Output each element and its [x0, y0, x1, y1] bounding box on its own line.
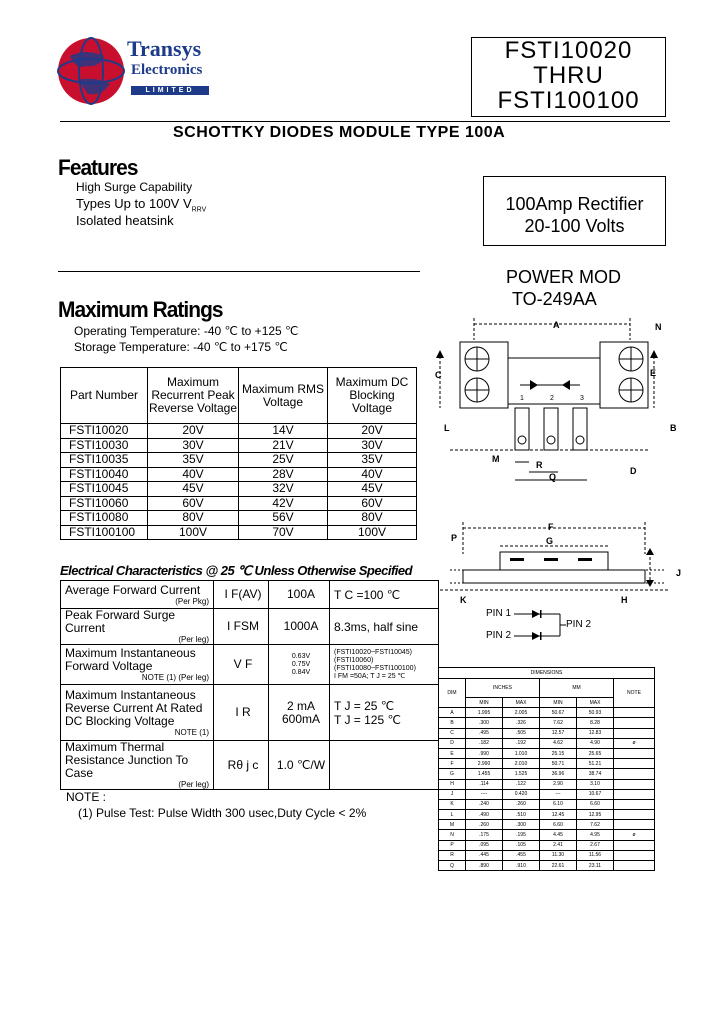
dimension-cell: 50.71 [540, 759, 577, 769]
dimension-row [439, 728, 655, 738]
dimension-cell: 11.56 [577, 850, 614, 860]
dimension-cell [614, 840, 655, 850]
section-divider [58, 271, 420, 272]
dimension-cell [614, 759, 655, 769]
dimension-cell: 4.45 [540, 830, 577, 840]
rating-row [61, 467, 417, 482]
voltage-cell: 45V [148, 482, 239, 497]
dimension-cell: 6.60 [540, 820, 577, 830]
dim-header: MAX [577, 698, 614, 708]
dimension-cell: --- [540, 789, 577, 799]
value-text: 100A [286, 587, 316, 601]
rating-row [61, 424, 417, 439]
voltage-cell: 100V [328, 525, 417, 540]
value-text: 0.63V 0.75V 0.84V [291, 652, 311, 676]
dimension-cell: 12.45 [540, 810, 577, 820]
dimension-cell: C [439, 728, 466, 738]
dimension-row [439, 789, 655, 799]
dimension-cell: .175 [466, 830, 503, 840]
value-cell [269, 581, 330, 609]
symbol-cell [214, 609, 269, 645]
voltage-cell: 14V [239, 424, 328, 439]
dimension-row [439, 820, 655, 830]
dimension-cell: 25.65 [577, 748, 614, 758]
voltage-cell: 70V [239, 525, 328, 540]
dimension-cell: 50.93 [577, 708, 614, 718]
part-range-end: FSTI100100 [497, 87, 640, 114]
dimension-row [439, 748, 655, 758]
dimension-cell: 1.455 [466, 769, 503, 779]
rating-row [61, 438, 417, 453]
rating-box [483, 176, 666, 246]
part-number-cell: FSTI10030 [61, 438, 148, 453]
dimension-cell: ø [614, 830, 655, 840]
dimension-cell: D [439, 738, 466, 748]
dimension-row [439, 861, 655, 871]
dimension-cell: 0.420 [503, 789, 540, 799]
voltage-cell: 35V [148, 453, 239, 468]
dimensions-title: DIMENSIONS [439, 668, 655, 679]
parameter-note: (Per Pkg) [175, 596, 209, 606]
electrical-row [61, 581, 439, 609]
parameter-description: Maximum Instantaneous Reverse Current At Rated DC Blocking Voltage [65, 687, 203, 728]
dimension-cell: J [439, 789, 466, 799]
condition-text: 8.3ms, half sine [334, 619, 419, 634]
dimension-cell: .455 [503, 850, 540, 860]
dimension-row [439, 810, 655, 820]
dimension-cell: 10.67 [577, 789, 614, 799]
part-number-cell: FSTI10080 [61, 511, 148, 526]
dimension-cell: 3.10 [577, 779, 614, 789]
electrical-row [61, 741, 439, 790]
condition-cell [330, 685, 439, 741]
features-heading: Features [58, 155, 138, 180]
condition-cell [330, 609, 439, 645]
dim-label-b: B [670, 423, 677, 433]
parameter-note: NOTE (1) [174, 727, 209, 737]
electrical-heading: Electrical Characteristics @ 25 ℃ Unless Otherwise Specified [60, 563, 413, 578]
dimension-cell: 12.83 [577, 728, 614, 738]
dimension-cell: G [439, 769, 466, 779]
part-number-cell: FSTI10020 [61, 424, 148, 439]
voltage-cell: 42V [239, 496, 328, 511]
dimension-cell: .114 [466, 779, 503, 789]
dimension-cell: R [439, 850, 466, 860]
dimension-cell: F [439, 759, 466, 769]
part-range-box [471, 37, 666, 117]
dimension-cell: 6.60 [577, 799, 614, 809]
dimension-cell: 4.90 [577, 738, 614, 748]
voltage-cell: 20V [148, 424, 239, 439]
dimension-row [439, 799, 655, 809]
dimension-cell [614, 779, 655, 789]
dimension-cell: .490 [466, 810, 503, 820]
dimension-cell: 8.28 [577, 718, 614, 728]
header-peak-reverse-voltage: Maximum Recurrent Peak Reverse Voltage [148, 368, 239, 424]
value-cell [269, 645, 330, 685]
condition-cell [330, 741, 439, 790]
dimension-cell: Q [439, 861, 466, 871]
parameter-description: Average Forward Current [65, 582, 201, 597]
dim-label-f: F [548, 522, 554, 532]
value-text: 2 mA 600mA [281, 698, 321, 726]
dimension-cell [614, 820, 655, 830]
dimension-cell: 12.57 [540, 728, 577, 738]
parameter-note: NOTE (1) (Per leg) [141, 673, 209, 682]
voltage-cell: 30V [328, 438, 417, 453]
symbol-text: Rθ j c [227, 757, 259, 772]
dimension-cell: .122 [503, 779, 540, 789]
electrical-row [61, 685, 439, 741]
company-logo [56, 36, 126, 106]
header-rms-voltage: Maximum RMS Voltage [239, 368, 328, 424]
parameter-note: (Per leg) [178, 635, 209, 644]
dimension-cell: K [439, 799, 466, 809]
company-tag: LIMITED [131, 86, 209, 95]
dim-label-r: R [536, 460, 543, 470]
dimension-cell: 1.525 [503, 769, 540, 779]
value-cell [269, 685, 330, 741]
pin-number: 2 [550, 395, 554, 402]
voltage-cell: 60V [148, 496, 239, 511]
dimension-cell: 4.95 [577, 830, 614, 840]
dimension-cell: .260 [466, 820, 503, 830]
dimension-row [439, 840, 655, 850]
dim-label-e: E [650, 368, 657, 378]
dimension-cell: ---- [466, 789, 503, 799]
dim-label-k: K [460, 595, 467, 605]
dimension-cell: 36.96 [540, 769, 577, 779]
dimension-cell: H [439, 779, 466, 789]
dimension-cell: .910 [503, 861, 540, 871]
dimension-cell: 2.90 [540, 779, 577, 789]
page-title: SCHOTTKY DIODES MODULE TYPE 100A [173, 124, 506, 141]
dim-group-mm: MM [540, 679, 614, 698]
header-divider [60, 121, 670, 122]
dimension-row [439, 830, 655, 840]
dimension-cell: E [439, 748, 466, 758]
voltage-cell: 40V [148, 467, 239, 482]
dimension-cell: .505 [503, 728, 540, 738]
dimension-cell: .300 [466, 718, 503, 728]
dimension-cell: A [439, 708, 466, 718]
dimension-cell: .182 [466, 738, 503, 748]
symbol-text: I F(AV) [224, 587, 262, 601]
value-text: 1.0 ℃/W [276, 757, 326, 772]
rating-line-2: 20-100 Volts [524, 216, 625, 236]
feature-item: Isolated heatsink [76, 213, 174, 228]
rating-row [61, 496, 417, 511]
voltage-cell: 80V [148, 511, 239, 526]
condition-text: (FSTI10020~FSTI10045) (FSTI10060) (FSTI10080~FSTI100100) I FM =50A; T J = 25 ℃ [334, 648, 416, 680]
dimension-cell: 2.41 [540, 840, 577, 850]
dimension-row [439, 738, 655, 748]
part-range-thru: THRU [533, 62, 604, 89]
value-cell [269, 609, 330, 645]
dimension-cell [614, 718, 655, 728]
dimension-cell [614, 850, 655, 860]
dim-label-n: N [655, 322, 662, 332]
symbol-cell [214, 685, 269, 741]
dim-label-q: Q [549, 472, 557, 482]
dimension-cell: .192 [503, 738, 540, 748]
dimension-cell: L [439, 810, 466, 820]
dimension-cell: .326 [503, 718, 540, 728]
dimension-cell: 50.67 [540, 708, 577, 718]
electrical-table [60, 580, 439, 790]
voltage-cell: 45V [328, 482, 417, 497]
dimension-cell: B [439, 718, 466, 728]
storage-temperature: Storage Temperature: -40 ℃ to +175 ℃ [74, 340, 288, 354]
dimension-cell [614, 769, 655, 779]
dimension-cell: N [439, 830, 466, 840]
dimension-cell: 1.995 [466, 708, 503, 718]
pin-label: PIN 1 [486, 608, 512, 619]
dimension-cell: .990 [466, 748, 503, 758]
dimension-cell: 4.62 [540, 738, 577, 748]
note-label: NOTE : [66, 790, 107, 804]
voltage-cell: 60V [328, 496, 417, 511]
dim-label-j: J [676, 568, 682, 578]
package-side-view-drawing [430, 518, 680, 608]
part-number-cell: FSTI10035 [61, 453, 148, 468]
pin-label: PIN 2 [486, 630, 512, 641]
dimension-cell: 7.62 [577, 820, 614, 830]
dimension-row [439, 769, 655, 779]
feature-item: Types Up to 100V $V_{RRV}$ [76, 196, 207, 214]
dimension-cell: 2.67 [577, 840, 614, 850]
dim-label-h: H [621, 595, 628, 605]
dimension-row [439, 718, 655, 728]
dimension-cell: 22.61 [540, 861, 577, 871]
rating-row [61, 453, 417, 468]
condition-text: T J = 25 ℃ T J = 125 ℃ [334, 698, 401, 727]
dimension-cell: .300 [503, 820, 540, 830]
pin-schematic [510, 606, 570, 646]
dimension-cell: .195 [503, 830, 540, 840]
parameter-description: Maximum Thermal Resistance Junction To Case [65, 740, 189, 780]
parameter-cell [61, 609, 214, 645]
symbol-cell [214, 581, 269, 609]
voltage-cell: 30V [148, 438, 239, 453]
value-cell [269, 741, 330, 790]
parameter-description: Peak Forward Surge Current [65, 608, 176, 635]
dimension-cell: .445 [466, 850, 503, 860]
company-subtitle: Electronics [131, 62, 203, 78]
parameter-cell [61, 645, 214, 685]
dim-group-inches: INCHES [466, 679, 540, 698]
dimension-cell: 2.990 [466, 759, 503, 769]
dimension-cell: .495 [466, 728, 503, 738]
parameter-description: Maximum Instantaneous Forward Voltage [65, 646, 196, 673]
condition-text: T C =100 ℃ [334, 587, 401, 602]
dimension-cell: 38.74 [577, 769, 614, 779]
dimension-cell: M [439, 820, 466, 830]
dimension-cell: P [439, 840, 466, 850]
parameter-note: (Per leg) [178, 780, 209, 789]
dimension-cell: 12.95 [577, 810, 614, 820]
dim-label-m: M [492, 454, 500, 464]
rating-row [61, 482, 417, 497]
operating-temperature: Operating Temperature: -40 ℃ to +125 ℃ [74, 324, 299, 338]
dimension-cell: 1.010 [503, 748, 540, 758]
dimensions-table [438, 667, 655, 871]
voltage-cell: 80V [328, 511, 417, 526]
package-code: TO-249AA [512, 289, 597, 309]
dim-label-p: P [451, 533, 458, 543]
pin-number: 3 [580, 395, 584, 402]
dimension-cell [614, 708, 655, 718]
voltage-cell: 100V [148, 525, 239, 540]
rating-row [61, 511, 417, 526]
company-name: Transys [127, 36, 202, 61]
rating-line-1: 100Amp Rectifier [505, 194, 644, 214]
dim-label-l: L [444, 423, 450, 433]
part-number-cell: FSTI10060 [61, 496, 148, 511]
dimension-cell: .260 [503, 799, 540, 809]
dimension-cell: ø [614, 738, 655, 748]
electrical-row [61, 645, 439, 685]
dimension-cell: .240 [466, 799, 503, 809]
dim-header: MIN [540, 698, 577, 708]
symbol-text: V F [233, 657, 253, 671]
voltage-cell: 40V [328, 467, 417, 482]
dimension-cell: .105 [503, 840, 540, 850]
voltage-cell: 21V [239, 438, 328, 453]
dimension-row [439, 779, 655, 789]
dimension-cell: 51.21 [577, 759, 614, 769]
dimension-cell: 7.62 [540, 718, 577, 728]
dimension-row [439, 708, 655, 718]
dim-label-c: C [435, 370, 442, 380]
dim-header: MAX [503, 698, 540, 708]
voltage-cell: 25V [239, 453, 328, 468]
feature-item: High Surge Capability [76, 180, 193, 194]
symbol-text: I FSM [227, 619, 259, 633]
dimension-cell: 6.10 [540, 799, 577, 809]
header-part-number: Part Number [61, 368, 148, 424]
part-number-cell: FSTI100100 [61, 525, 148, 540]
max-ratings-heading: Maximum Ratings [58, 297, 223, 322]
voltage-cell: 35V [328, 453, 417, 468]
pin-label: PIN 2 [566, 619, 592, 630]
dim-label-d: D [630, 466, 637, 476]
dim-header: MIN [466, 698, 503, 708]
dim-header: DIM [439, 679, 466, 708]
note-text: (1) Pulse Test: Pulse Width 300 usec,Duty Cycle < 2% [78, 806, 367, 820]
max-ratings-table [60, 367, 417, 540]
dimension-cell: .890 [466, 861, 503, 871]
dimension-cell: 2.005 [503, 708, 540, 718]
condition-cell [330, 645, 439, 685]
symbol-cell [214, 645, 269, 685]
dimension-row [439, 850, 655, 860]
dimension-row [439, 759, 655, 769]
parameter-cell [61, 581, 214, 609]
value-text: 1000A [283, 619, 319, 633]
part-range-start: FSTI10020 [504, 37, 633, 64]
condition-cell [330, 581, 439, 609]
dimension-cell: .510 [503, 810, 540, 820]
voltage-cell: 28V [239, 467, 328, 482]
rating-row [61, 525, 417, 540]
dimension-cell: 23.11 [577, 861, 614, 871]
voltage-cell: 56V [239, 511, 328, 526]
dimension-cell: 25.15 [540, 748, 577, 758]
symbol-text: I R [235, 705, 251, 719]
electrical-row [61, 609, 439, 645]
package-name: POWER MOD [506, 267, 621, 287]
header-dc-blocking-voltage: Maximum DC Blocking Voltage [328, 368, 417, 424]
dimension-cell [614, 810, 655, 820]
parameter-cell [61, 741, 214, 790]
dim-label-g: G [546, 536, 554, 546]
dimension-cell [614, 861, 655, 871]
parameter-cell [61, 685, 214, 741]
dim-label-a: A [553, 320, 560, 330]
dimension-cell: 2.010 [503, 759, 540, 769]
dimension-cell: .095 [466, 840, 503, 850]
dim-header: NOTE [614, 679, 655, 708]
part-number-cell: FSTI10045 [61, 482, 148, 497]
dimension-cell: 11.30 [540, 850, 577, 860]
dimension-cell [614, 789, 655, 799]
voltage-cell: 32V [239, 482, 328, 497]
dimension-cell [614, 799, 655, 809]
part-number-cell: FSTI10040 [61, 467, 148, 482]
pin-number: 1 [520, 395, 524, 402]
voltage-cell: 20V [328, 424, 417, 439]
symbol-cell [214, 741, 269, 790]
dimension-cell [614, 748, 655, 758]
dimension-cell [614, 728, 655, 738]
